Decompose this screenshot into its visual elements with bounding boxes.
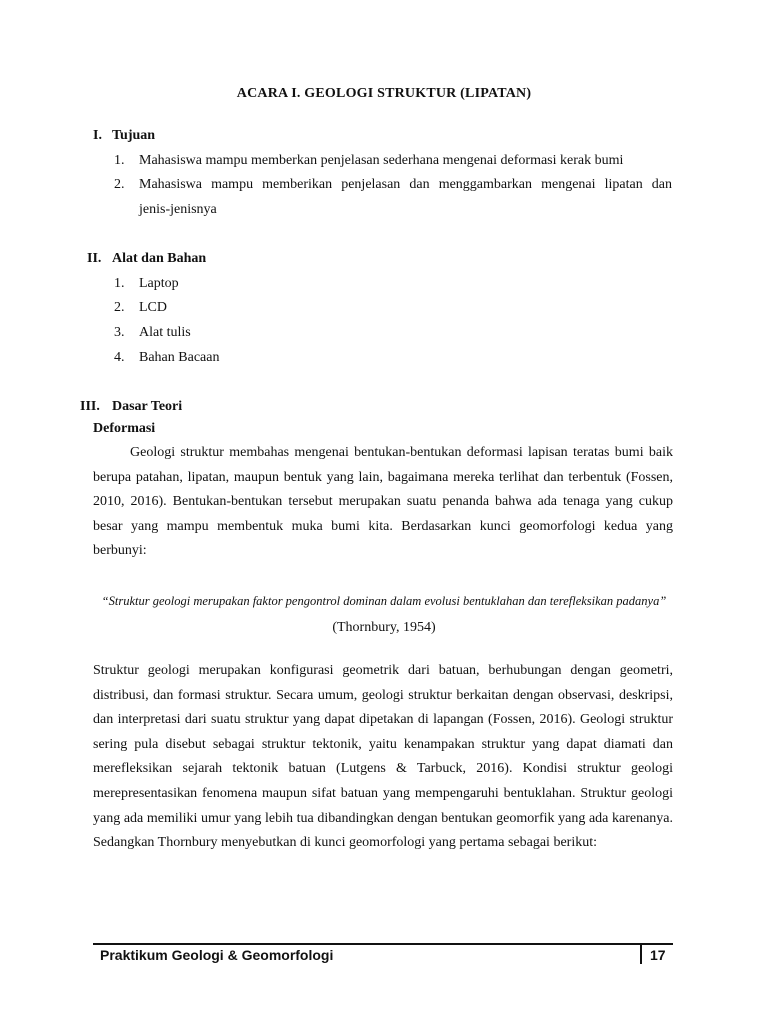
section-heading-dasar-teori <box>80 399 182 415</box>
paragraph: Geologi struktur membahas mengenai bentukan-bentukan deformasi lapisan teratas bumi baik berupa patahan, lipatan, maupun bentuk yang lain, bagaimana mereka terlihat dan terbentuk (Fossen, 2010, 2016). Bentukan-bentukan tersebut merupakan suatu penanda bahwa ada tenaga yang cukup besar yang mampu membentuk muka bumi kita. Berdasarkan kunci geomorfologi kedua yang berbunyi: <box>93 445 673 559</box>
page-number: 17 <box>650 947 666 963</box>
section-number: I. <box>93 128 102 143</box>
list-number: 2. <box>114 300 125 315</box>
list-text: Mahasiswa mampu memberkan penjelasan sederhana mengenai deformasi kerak bumi <box>139 153 624 168</box>
section-number: II. <box>87 251 102 266</box>
section-title: Dasar Teori <box>112 399 183 414</box>
list-text: Mahasiswa mampu memberikan penjelasan dan menggambarkan mengenai lipatan dan <box>139 177 672 192</box>
section-number: III. <box>80 399 100 414</box>
list-number: 2. <box>114 177 125 192</box>
quote-citation: (Thornbury, 1954) <box>332 620 436 635</box>
list-number: 1. <box>114 153 125 168</box>
paragraph: Struktur geologi merupakan konfigurasi geometrik dari batuan, berhubungan dengan geometri, distribusi, dan formasi struktur. Secara umum, geologi struktur berkaitan dengan observasi, deskripsi, dan interpretasi dari suatu struktur yang dapat dipetakan di lapangan (Fossen, 2016). Geologi struktur sering pula disebut sebagai struktur tektonik, yaitu kenampakan struktur yang dapat diamati dan merefleksikan sejarah tektonik batuan (Lutgens & Tarbuck, 2016). Kondisi struktur geologi merepresentasikan fenomena maupun sifat batuan yang mempengaruhi bentuklahan. Struktur geologi yang ada memiliki umur yang lebih tua dibandingkan dengan bentukan geomorfik yang ada karenanya. Sedangkan Thornbury menyebutkan di kunci geomorfologi yang pertama sebagai berikut: <box>93 663 673 851</box>
section-title: Tujuan <box>112 128 156 143</box>
list-item <box>114 177 672 193</box>
list-item <box>114 276 179 292</box>
list-number: 1. <box>114 276 125 291</box>
list-text: LCD <box>139 300 167 315</box>
footer-rule <box>93 943 673 945</box>
list-text-continued: jenis-jenisnya <box>139 202 217 217</box>
page-title: ACARA I. GEOLOGI STRUKTUR (LIPATAN) <box>236 86 532 101</box>
list-number: 3. <box>114 325 125 340</box>
footer-separator <box>640 945 642 964</box>
section-heading-alat <box>87 251 206 267</box>
list-text: Laptop <box>139 276 179 291</box>
section-heading-tujuan <box>93 128 155 144</box>
list-item <box>114 350 219 366</box>
section-title: Alat dan Bahan <box>112 251 207 266</box>
list-item <box>114 325 191 341</box>
list-item <box>114 300 167 316</box>
list-text: Bahan Bacaan <box>139 350 220 365</box>
list-text: Alat tulis <box>139 325 191 340</box>
list-item <box>114 153 623 169</box>
subheading-deformasi: Deformasi <box>93 421 156 436</box>
list-number: 4. <box>114 350 125 365</box>
block-quote: “Struktur geologi merupakan faktor pengontrol dominan dalam evolusi bentuklahan dan terefleksikan padanya” <box>101 594 667 608</box>
footer-label: Praktikum Geologi & Geomorfologi <box>100 947 334 963</box>
